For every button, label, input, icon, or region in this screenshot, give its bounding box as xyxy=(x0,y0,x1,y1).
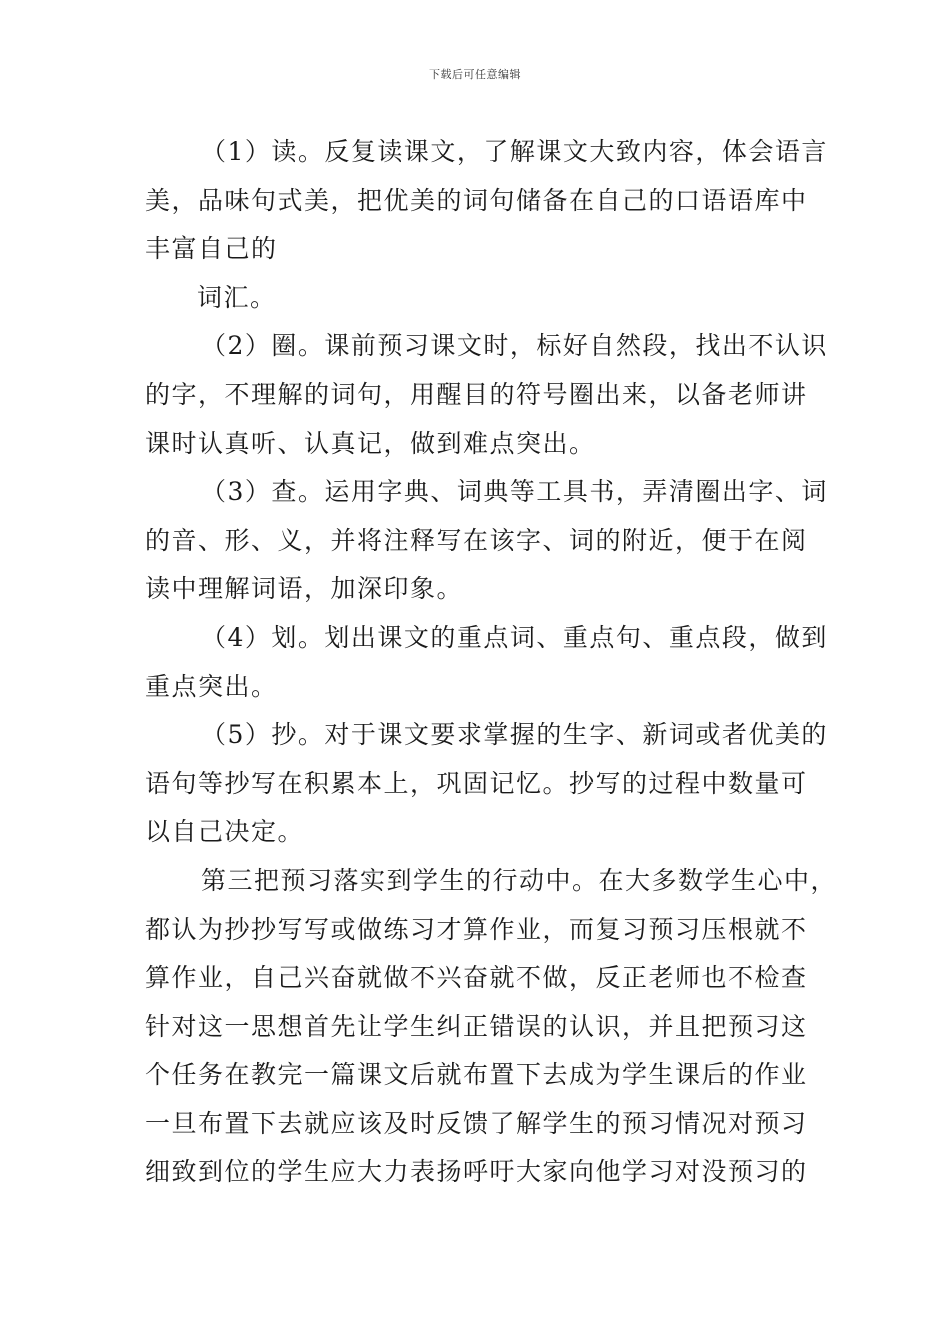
text-line: （4）划。划出课文的重点词、重点句、重点段，做到 xyxy=(201,622,828,652)
text-line: （2）圈。课前预习课文时，标好自然段，找出不认识 xyxy=(201,331,828,361)
text-line: （1）读。反复读课文，了解课文大致内容，体会语言 xyxy=(201,137,828,166)
text-line: 读中理解词语，加深印象。 xyxy=(145,574,464,604)
document-body xyxy=(145,128,838,1197)
text-line: （5）抄。对于课文要求掌握的生字、新词或者优美的 xyxy=(201,720,828,750)
text-line: 个任务在教完一篇课文后就布置下去成为学生课后的作业 xyxy=(145,1060,808,1090)
text-line: 第三把预习落实到学生的行动中。在大多数学生心中， xyxy=(201,865,838,895)
text-line: 以自己决定。 xyxy=(145,817,305,847)
text-line: 一旦布置下去就应该及时反馈了解学生的预习情况对预习 xyxy=(145,1108,808,1138)
page-header: 下载后可任意编辑 xyxy=(429,68,521,81)
text-line: 的音、形、义，并将注释写在该字、词的附近，便于在阅 xyxy=(145,525,808,555)
text-line: 针对这一思想首先让学生纠正错误的认识，并且把预习这 xyxy=(145,1011,808,1041)
text-line: 丰富自己的 xyxy=(145,234,278,264)
text-line: 课时认真听、认真记，做到难点突出。 xyxy=(145,428,596,458)
text-line: 的字，不理解的词句，用醒目的符号圈出来，以备老师讲 xyxy=(145,379,808,409)
text-line: （3）查。运用字典、词典等工具书，弄清圈出字、词 xyxy=(201,477,828,507)
text-line: 语句等抄写在积累本上，巩固记忆。抄写的过程中数量可 xyxy=(145,768,808,798)
text-line: 词汇。 xyxy=(197,282,277,312)
text-line: 重点突出。 xyxy=(145,671,278,701)
text-line: 算作业，自己兴奋就做不兴奋就不做，反正老师也不检查 xyxy=(145,963,808,993)
text-line: 美，品味句式美，把优美的词句储备在自己的口语语库中 xyxy=(145,185,808,215)
text-line: 都认为抄抄写写或做练习才算作业，而复习预习压根就不 xyxy=(145,914,808,944)
text-line: 细致到位的学生应大力表扬呼吁大家向他学习对没预习的 xyxy=(145,1157,808,1187)
